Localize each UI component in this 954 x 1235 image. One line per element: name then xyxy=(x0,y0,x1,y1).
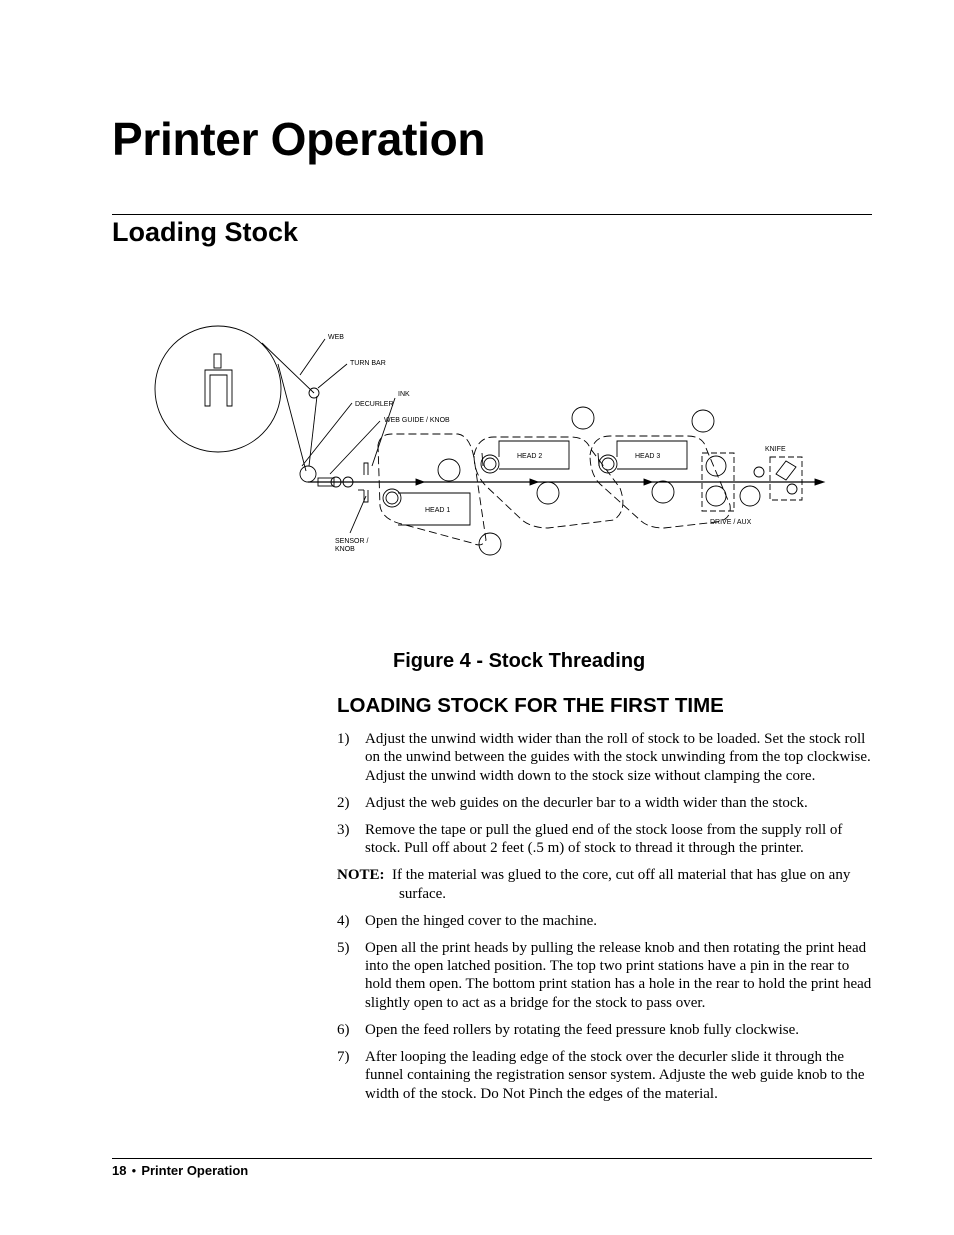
header-rule xyxy=(112,214,872,215)
step-text: Adjust the web guides on the decurler bar to a width wider than the stock. xyxy=(365,794,808,811)
web-guide-knob-upper xyxy=(364,463,368,475)
list-item xyxy=(337,730,873,785)
step-number: 5) xyxy=(337,939,350,956)
step-text: Adjust the unwind width wider than the roll of stock to be loaded. Set the stock roll on the unwind between the guides with the stock unwinding from the top clockwise. Adjust the unwind width down to the stock size without clamping the core. xyxy=(365,731,871,784)
page-footer xyxy=(112,1163,248,1178)
label-web-guide-knob: WEB GUIDE / KNOB xyxy=(384,417,450,424)
list-item xyxy=(337,794,873,812)
decurler-roller xyxy=(300,466,316,482)
ink-roller-3 xyxy=(692,410,714,432)
aux-roller xyxy=(740,486,760,506)
label-drive-aux: DRIVE / AUX xyxy=(710,519,752,526)
label-ink: INK xyxy=(398,391,410,398)
label-head-1: HEAD 1 xyxy=(425,507,451,514)
label-sensor-knob: KNOB xyxy=(335,546,355,553)
step-number: 1) xyxy=(337,731,350,747)
section-title: Loading Stock xyxy=(112,217,299,247)
drive-roller-lower xyxy=(706,486,726,506)
note-label: NOTE: xyxy=(337,867,385,884)
web-direction-arrow xyxy=(815,479,824,485)
knife-blade xyxy=(776,461,796,480)
step-number: 3) xyxy=(337,821,350,838)
step-text: Remove the tape or pull the glued end of the stock loose from the supply roll of stock. Pull off about 2 feet (.5 m) of stock to thread it through the printer. xyxy=(365,821,843,857)
label-knife: KNIFE xyxy=(765,446,786,453)
label-decurler: DECURLER xyxy=(355,401,394,408)
stock-threading-diagram xyxy=(150,320,840,570)
footer-rule xyxy=(112,1158,872,1159)
step-text: Open all the print heads by pulling the release knob and then rotating the print head into the open latched position. The top two print stations have a pin in the rear to hold them open. The bottom print station has a hole in the rear to hold the print head slightly open to act as a bridge for the stock to pass over. xyxy=(365,939,872,1011)
list-item xyxy=(337,939,873,1013)
web-line-upper xyxy=(262,343,314,393)
step-number: 7) xyxy=(337,1048,350,1065)
note-block xyxy=(337,866,873,903)
web-line xyxy=(278,364,306,471)
label-head-3: HEAD 3 xyxy=(635,453,661,460)
page-number: 18 xyxy=(112,1163,127,1178)
step-text: Open the feed rollers by rotating the feed pressure knob fully clockwise. xyxy=(365,1021,800,1038)
page-title: Printer Operation xyxy=(112,113,486,165)
impression-roller-2 xyxy=(537,482,559,504)
list-item xyxy=(337,821,873,858)
step-text: After looping the leading edge of the stock over the decurler slide it through the funnel containing the registration sensor system. Adjuste the web guide knob to the width of the stock. Do Not Pinch the edges of the material. xyxy=(365,1048,865,1102)
figure-caption: Figure 4 - Stock Threading xyxy=(393,650,646,672)
label-sensor: SENSOR / xyxy=(335,538,369,545)
step-number: 4) xyxy=(337,912,350,929)
label-turn-bar: TURN BAR xyxy=(350,360,386,367)
list-item xyxy=(337,1021,873,1039)
drive-roller-upper xyxy=(706,456,726,476)
impression-roller-3 xyxy=(652,481,674,503)
supply-roll xyxy=(155,326,281,452)
step-number: 6) xyxy=(337,1021,350,1038)
step-text: Open the hinged cover to the machine. xyxy=(365,912,598,929)
note-text: If the material was glued to the core, cut off all material that has glue on any surface. xyxy=(392,867,851,902)
ink-roller-1 xyxy=(438,459,460,481)
bullet-icon: ● xyxy=(131,1166,137,1175)
list-item xyxy=(337,1048,873,1103)
footer-section: Printer Operation xyxy=(141,1163,249,1178)
subsection-title: LOADING STOCK FOR THE FIRST TIME xyxy=(337,694,724,717)
instruction-list xyxy=(337,730,873,1112)
list-item xyxy=(337,912,873,930)
label-web: WEB xyxy=(328,334,344,341)
ink-roller-2 xyxy=(572,407,594,429)
knife-frame xyxy=(770,457,802,500)
step-number: 2) xyxy=(337,794,350,811)
label-head-2: HEAD 2 xyxy=(517,453,543,460)
